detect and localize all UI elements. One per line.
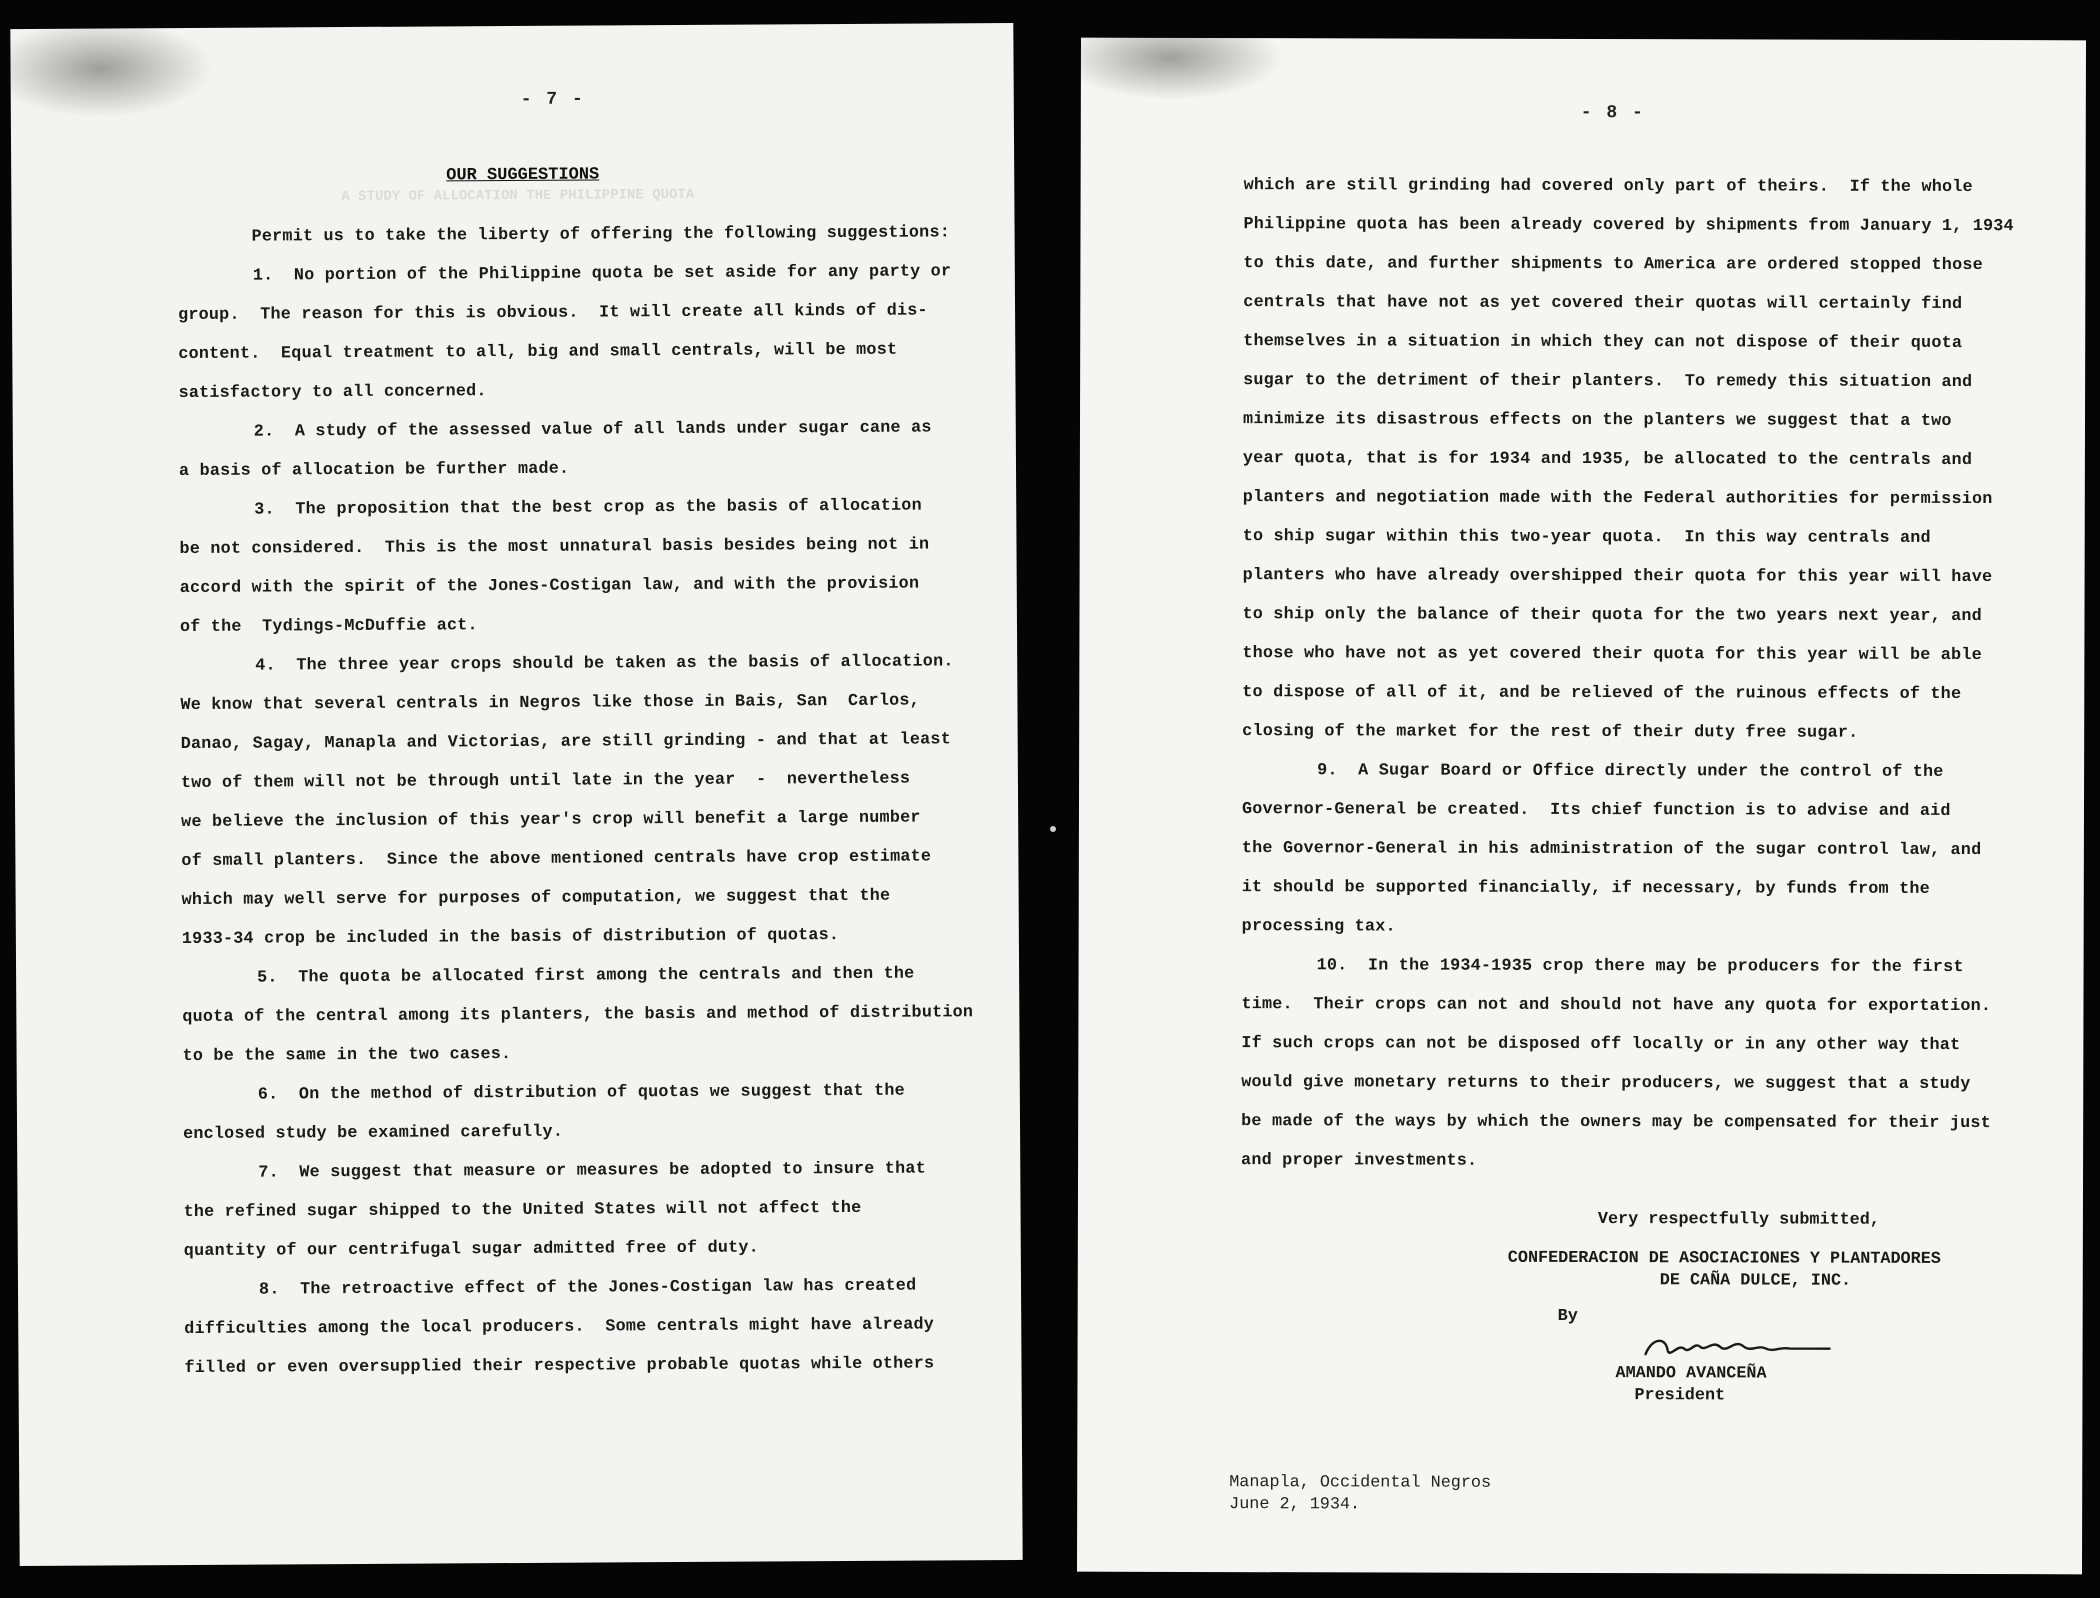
text-line: two of them will not be through until late in the year - nevertheless — [180, 769, 911, 794]
organization-name-line-1: CONFEDERACION DE ASOCIACIONES Y PLANTADORES — [1507, 1248, 1941, 1269]
text-line: 4. The three year crops should be taken as the basis of allocation. — [255, 652, 954, 676]
text-line: 5. The quota be allocated first among the centrals and then the — [257, 964, 915, 988]
text-line: be made of the ways by which the owners may be compensated for their just — [1241, 1112, 1991, 1134]
text-line: year quota, that is for 1934 and 1935, be allocated to the centrals and — [1242, 449, 1973, 471]
text-line: 10. In the 1934-1935 crop there may be producers for the first — [1316, 956, 1964, 978]
text-line: 3. The proposition that the best crop as the basis of allocation — [254, 496, 922, 520]
text-line: sugar to the detriment of their planters. To remedy this situation and — [1243, 371, 1973, 393]
text-line: would give monetary returns to their producers, we suggest that a study — [1241, 1073, 1971, 1095]
closing-salutation: Very respectfully submitted, — [1597, 1210, 1880, 1230]
text-line: time. Their crops can not and should not have any quota for exportation. — [1241, 995, 1992, 1017]
text-line: of the Tydings-McDuffie act. — [179, 616, 478, 638]
page-number: - 7 - — [520, 89, 585, 110]
text-line: group. The reason for this is obvious. It will create all kinds of dis- — [178, 301, 928, 326]
text-line: 1933-34 crop be included in the basis of distribution of quotas. — [181, 926, 840, 950]
text-line: 2. A study of the assessed value of all lands under sugar cane as — [253, 418, 932, 442]
document-page-8 — [1077, 38, 2086, 1575]
text-line: centrals that have not as yet covered their quotas will certainly find — [1243, 293, 1963, 314]
text-line: 7. We suggest that measure or measures be adopted to insure that — [258, 1159, 926, 1183]
text-line: the refined sugar shipped to the United States will not affect the — [183, 1198, 862, 1223]
place-line: Manapla, Occidental Negros — [1229, 1473, 1492, 1493]
text-line: 6. On the method of distribution of quotas we suggest that the — [257, 1081, 905, 1105]
document-page-7 — [10, 23, 1022, 1566]
signer-title: President — [1634, 1386, 1726, 1406]
text-line: to be the same in the two cases. — [182, 1045, 512, 1067]
text-line: to ship only the balance of their quota for the two years next year, and — [1242, 605, 1982, 627]
text-line: closing of the market for the rest of their duty free sugar. — [1242, 722, 1859, 743]
section-heading: OUR SUGGESTIONS — [446, 165, 600, 186]
text-line: to ship sugar within this two-year quota. In this way centrals and — [1242, 527, 1931, 548]
text-line: Permit us to take the liberty of offering the following suggestions: — [251, 223, 951, 247]
text-line: be not considered. This is the most unnatural basis besides being not in — [179, 535, 930, 560]
text-line: which are still grinding had covered only part of theirs. If the whole — [1243, 176, 1973, 198]
text-line: accord with the spirit of the Jones-Costigan law, and with the provision — [179, 574, 920, 599]
text-line: difficulties among the local producers. Some centrals might have already — [184, 1315, 935, 1340]
text-line: to this date, and further shipments to America are ordered stopped those — [1243, 254, 1983, 276]
text-line: Governor-General be created. Its chief function is to advise and aid — [1241, 800, 1951, 821]
text-line: minimize its disastrous effects on the planters we suggest that a two — [1242, 410, 1952, 431]
text-line: Danao, Sagay, Manapla and Victorias, are still grinding - and that at least — [180, 730, 952, 755]
handwritten-signature — [1640, 1324, 1840, 1365]
text-line: filled or even oversupplied their respective probable quotas while others — [184, 1354, 935, 1379]
text-line: a basis of allocation be further made. — [178, 459, 570, 482]
text-line: and proper investments. — [1241, 1151, 1478, 1171]
text-line: 9. A Sugar Board or Office directly under the control of the — [1317, 761, 1944, 782]
bleed-through-text: A STUDY OF ALLOCATION THE PHILIPPINE QUOTA — [341, 186, 695, 206]
text-line: enclosed study be examined carefully. — [183, 1122, 564, 1145]
text-line: Philippine quota has been already covered by shipments from January 1, 1934 — [1243, 215, 2014, 237]
text-line: those who have not as yet covered their quota for this year will be able — [1242, 644, 1982, 666]
text-line: content. Equal treatment to all, big and small centrals, will be most — [178, 340, 898, 365]
text-line: it should be supported financially, if necessary, by funds from the — [1241, 878, 1930, 899]
text-line: themselves in a situation in which they can not dispose of their quota — [1243, 332, 1963, 353]
text-line: the Governor-General in his administration of the sugar control law, and — [1241, 839, 1982, 861]
by-label: By — [1557, 1306, 1578, 1326]
text-line: we believe the inclusion of this year's crop will benefit a large number — [181, 808, 921, 833]
organization-name-line-2: DE CAÑA DULCE, INC. — [1659, 1271, 1852, 1291]
text-line: quota of the central among its planters, the basis and method of distribution — [182, 1003, 974, 1028]
date-line: June 2, 1934. — [1229, 1495, 1361, 1515]
text-line: planters who have already overshipped their quota for this year will have — [1242, 566, 1993, 588]
text-line: 1. No portion of the Philippine quota be set aside for any party or — [252, 262, 952, 286]
text-line: processing tax. — [1241, 917, 1396, 937]
text-line: of small planters. Since the above mentioned centrals have crop estimate — [181, 847, 932, 872]
page-number: - 8 - — [1580, 102, 1645, 124]
text-line: which may well serve for purposes of computation, we suggest that the — [181, 886, 891, 911]
text-line: planters and negotiation made with the Federal authorities for permission — [1242, 488, 1993, 510]
text-line: satisfactory to all concerned. — [178, 382, 487, 404]
text-line: If such crops can not be disposed off locally or in any other way that — [1241, 1034, 1961, 1055]
binder-hole-dot — [1050, 826, 1056, 832]
signer-name: AMANDO AVANCEÑA — [1615, 1364, 1767, 1384]
text-line: We know that several centrals in Negros like those in Bais, San Carlos, — [180, 691, 920, 716]
text-line: 8. The retroactive effect of the Jones-Costigan law has created — [258, 1276, 917, 1300]
text-line: quantity of our centrifugal sugar admitted free of duty. — [183, 1238, 759, 1262]
text-line: to dispose of all of it, and be relieved of the ruinous effects of the — [1242, 683, 1962, 704]
